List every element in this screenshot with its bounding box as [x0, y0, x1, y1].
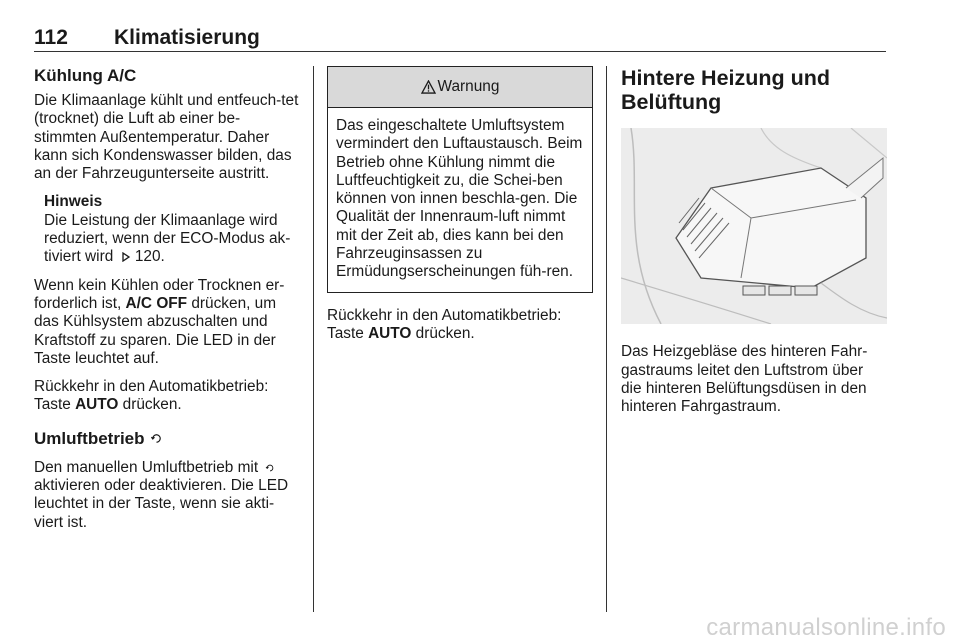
warning-text: Das eingeschaltete Umluftsystem vermindert den Luftaustausch. Beim Betrieb ohne Kühlung nimmt die Luftfeuchtigkeit zu, die Schei-ben können von innen beschla-gen. Die Qualität der Innenraum-luft nimmt mit der Zeit ab, dies kann bei den Fahrzeuginsassen zu Ermüdungserscheinungen füh-ren. — [336, 117, 583, 281]
page-number: 112 — [34, 26, 68, 49]
rear-ventilation-heading: Hintere Heizung und Belüftung — [621, 66, 831, 114]
recirculation-icon-inline — [265, 463, 275, 473]
rear-ventilation-text: Das Heizgebläse des hinteren Fahr-gastraums leitet den Luftstrom über die hinteren Belüftungsdüsen in den hinteren Fahrgastraum. — [621, 343, 868, 416]
recirc-heading: Umluftbetrieb — [34, 429, 302, 449]
column-1 — [34, 66, 302, 532]
warning-header — [328, 67, 592, 108]
note-text: Die Leistung der Klimaanlage wird reduziert, wenn der ECO-Modus ak-tiviert wird 120. — [44, 211, 291, 266]
auto-label-2: AUTO — [368, 324, 412, 342]
chapter-title: Klimatisierung — [114, 26, 260, 49]
auto-label: AUTO — [75, 396, 119, 414]
warning-triangle-icon — [421, 80, 436, 94]
return-auto-paragraph: Rückkehr in den Automatikbetrieb: Taste AUTO drücken. — [34, 378, 269, 414]
column-divider-2 — [606, 66, 607, 612]
recirc-text: Den manuellen Umluftbetrieb mit aktivieren oder deaktivieren. Die LED leuchtet in der Taste, wenn sie akti-viert ist. — [34, 458, 289, 531]
ac-off-label: A/C OFF — [125, 294, 188, 312]
note-title: Hinweis — [44, 193, 103, 211]
return-auto-paragraph-2: Rückkehr in den Automatikbetrieb: Taste AUTO drücken. — [327, 306, 562, 342]
note-ref-page: 120. — [134, 248, 165, 266]
column-divider-1 — [313, 66, 314, 612]
note-block — [34, 193, 302, 266]
page-ref-arrow-icon — [121, 252, 131, 262]
cooling-intro: Die Klimaanlage kühlt und entfeuch-tet (trocknet) die Luft ab einer be-stimmten Außentemperatur. Daher kann sich Kondenswasser bilden, das an der Fahrzeugunterseite austritt. — [34, 92, 299, 183]
header-rule — [34, 51, 886, 52]
page-header — [34, 26, 886, 50]
column-3 — [621, 66, 887, 416]
rear-vent-illustration — [621, 128, 887, 324]
cooling-heading: Kühlung A/C — [34, 66, 137, 85]
warning-box — [327, 66, 593, 293]
recirculation-icon — [150, 432, 163, 445]
column-2 — [327, 66, 593, 343]
warning-title: Warnung — [437, 77, 500, 95]
ac-off-paragraph: Wenn kein Kühlen oder Trocknen er-forderlich ist, A/C OFF drücken, um das Kühlsystem abzuschalten und Kraftstoff zu sparen. Die LED in der Taste leuchtet auf. — [34, 276, 285, 367]
watermark: carmanualsonline.info — [706, 614, 946, 641]
